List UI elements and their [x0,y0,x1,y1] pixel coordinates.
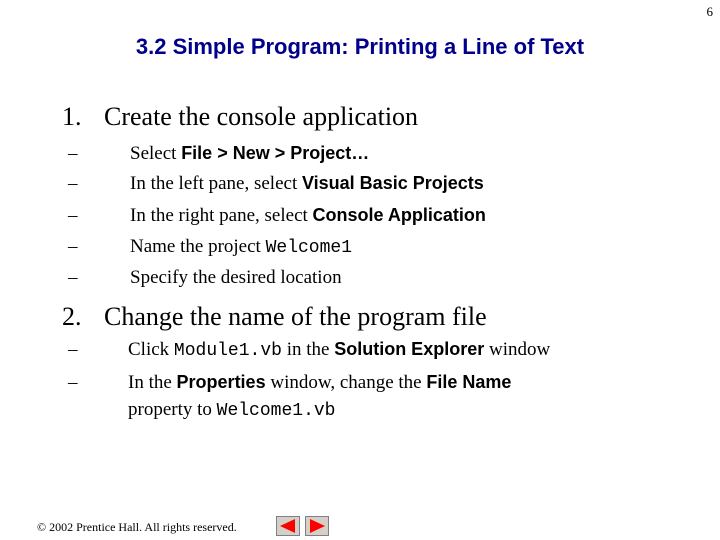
sub-text: Specify the desired location [130,267,342,288]
sub-mono: Welcome1.vb [216,401,336,421]
step-1 [62,102,418,132]
sub-text: In the left pane, select [130,173,302,194]
step-2-number: 2. [62,302,82,331]
step-1-sub-1 [68,143,369,165]
step-2-sub-2-continuation [128,399,335,421]
slide-title: 3.2 Simple Program: Printing a Line of Text [135,34,585,59]
next-slide-button[interactable] [305,516,329,536]
dash: – [68,339,78,360]
right-arrow-icon [306,517,328,535]
step-1-sub-5 [68,267,342,289]
dash: – [68,267,78,288]
copyright: © 2002 Prentice Hall. All rights reserved. [37,520,237,534]
dash: – [68,143,78,164]
left-arrow-icon [277,517,299,535]
sub-text: Click [128,339,174,360]
sub-text: in the [281,339,335,360]
dash: – [68,205,78,226]
sub-bold: Properties [176,372,266,392]
step-1-sub-4 [68,236,352,258]
sub-bold: File > New > Project… [181,143,370,163]
sub-mono: Welcome1 [265,238,353,258]
step-2 [62,302,487,332]
step-1-sub-2 [68,173,484,195]
step-1-number: 1. [62,102,82,131]
sub-text: window [484,339,551,360]
dash: – [68,173,78,194]
sub-bold: File Name [426,372,512,392]
sub-mono: Module1.vb [173,341,282,361]
page-number: 6 [706,4,713,19]
sub-bold: Solution Explorer [334,339,485,359]
sub-text: In the right pane, select [130,205,313,226]
step-1-sub-3 [68,205,486,227]
step-2-text: Change the name of the program file [104,302,487,331]
step-2-sub-2 [68,372,511,394]
sub-text: Select [130,143,182,164]
sub-text: property to [128,399,217,420]
dash: – [68,236,78,257]
step-2-sub-1 [68,339,550,361]
step-1-text: Create the console application [104,102,419,131]
sub-text: Name the project [130,236,266,257]
sub-text: window, change the [265,372,427,393]
sub-text: In the [128,372,177,393]
sub-bold: Console Application [312,205,486,225]
sub-bold: Visual Basic Projects [301,173,484,193]
dash: – [68,372,78,393]
prev-slide-button[interactable] [276,516,300,536]
